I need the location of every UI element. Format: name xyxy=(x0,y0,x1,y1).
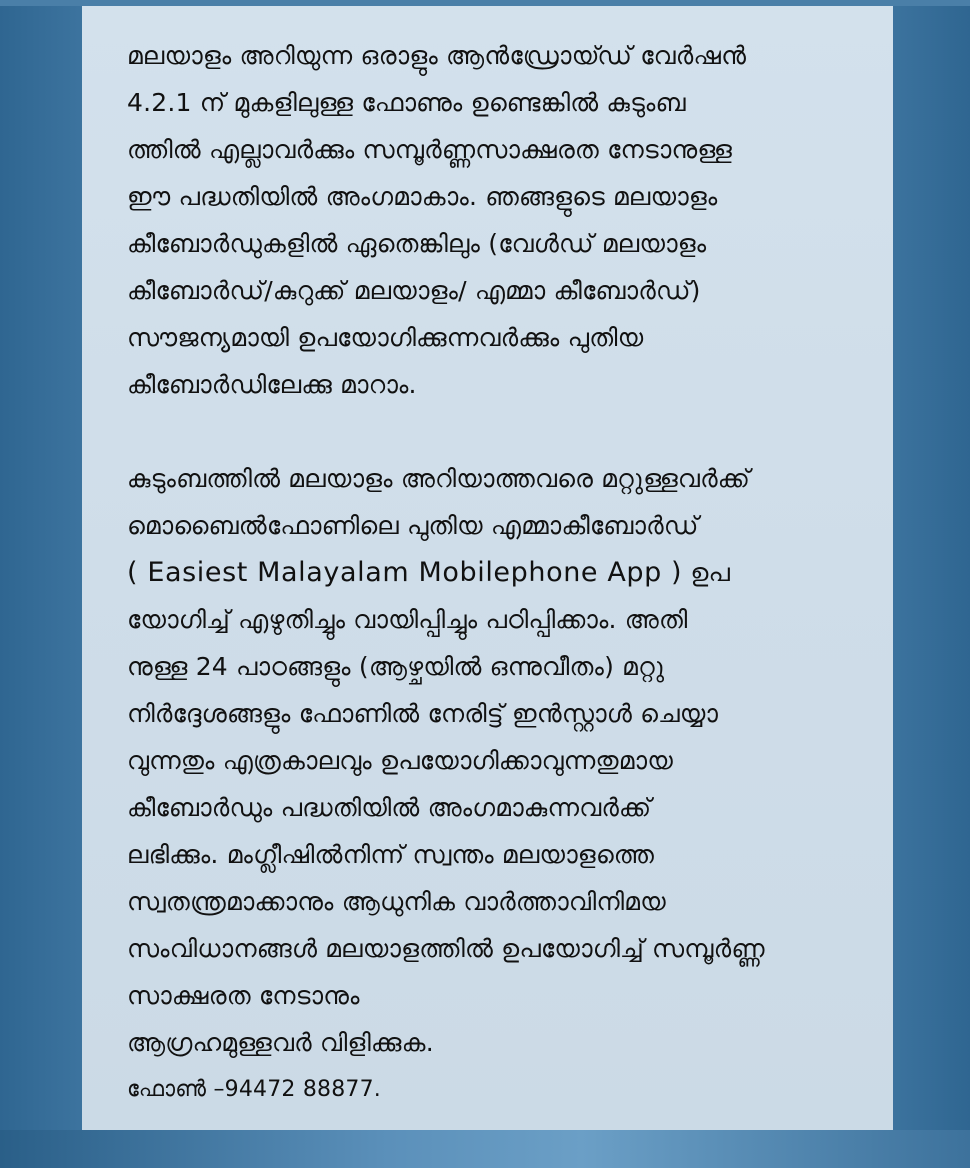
text-line: കീബോർഡുകളിൽ ഏതെങ്കിലും (വേൾഡ് മലയാളം xyxy=(127,229,707,258)
paragraph-2 xyxy=(127,455,873,1113)
app-name: ( Easiest Malayalam Mobilephone App ) xyxy=(127,557,683,588)
bottom-strip xyxy=(0,1130,970,1168)
text-line: നിർദ്ദേശങ്ങളും ഫോണിൽ നേരിട്ട് ഇൻസ്റ്റാൾ ചെയ്യാ xyxy=(127,699,719,728)
text-line: സ്വതന്ത്രമാക്കാനും ആധുനിക വാർത്താവിനിമയ xyxy=(127,887,666,916)
text-line: കീബോർഡ്/കുറുക്ക് മലയാളം/ എമ്മാ കീബോർഡ്) xyxy=(127,276,701,305)
text-line: കുടുംബത്തിൽ മലയാളം അറിയാത്തവരെ മറ്റുള്ളവർക്ക് xyxy=(127,464,751,493)
text-line: മലയാളം അറിയുന്ന ഒരാളും ആൻഡ്രോയ്ഡ് വേർഷൻ xyxy=(127,41,747,70)
text-line: മൊബൈൽഫോണിലെ പുതിയ എമ്മാകീബോർഡ് xyxy=(127,511,699,540)
text-line: വുന്നതും എത്രകാലവും ഉപയോഗിക്കാവുന്നതുമായ xyxy=(127,746,673,775)
contact-phone: ഫോൺ –94472 88877. xyxy=(127,1077,381,1102)
text-line: നുള്ള 24 പാഠങ്ങളും (ആഴ്ചയിൽ ഒന്നുവീതം) മറ്റു xyxy=(127,652,665,681)
text-line: ആഗ്രഹമുള്ളവർ വിളിക്കുക. xyxy=(127,1028,434,1057)
text-line: ത്തിൽ എല്ലാവർക്കും സമ്പൂർണ്ണസാക്ഷരത നേടാനുള്ള xyxy=(127,135,733,164)
text-line: കീബോർഡിലേക്കു മാറാം. xyxy=(127,370,417,399)
text-line: ലഭിക്കും. മംഗ്ലീഷിൽനിന്ന് സ്വന്തം മലയാളത്തെ xyxy=(127,840,655,869)
paragraph-1 xyxy=(127,32,873,408)
text-fragment: ഉപ xyxy=(690,558,731,587)
text-line: യോഗിച്ച് എഴുതിച്ചും വായിപ്പിച്ചും പഠിപ്പിക്കാം. അതി xyxy=(127,605,688,634)
text-card xyxy=(82,6,893,1130)
text-line: 4.2.1 ന് മുകളിലുള്ള ഫോണും ഉണ്ടെങ്കിൽ കുടുംബ xyxy=(127,88,686,117)
text-line: സംവിധാനങ്ങൾ മലയാളത്തിൽ ഉപയോഗിച്ച് സമ്പൂർണ്ണ xyxy=(127,934,765,963)
text-line: ഈ പദ്ധതിയിൽ അംഗമാകാം. ഞങ്ങളുടെ മലയാളം xyxy=(127,182,718,211)
app-name-line xyxy=(127,549,873,596)
text-line: സാക്ഷരത നേടാനും xyxy=(127,981,360,1010)
text-line: സൗജന്യമായി ഉപയോഗിക്കുന്നവർക്കും പുതിയ xyxy=(127,323,644,352)
text-line: കീബോർഡും പദ്ധതിയിൽ അംഗമാകുന്നവർക്ക് xyxy=(127,793,652,822)
paragraph-gap xyxy=(127,408,873,455)
